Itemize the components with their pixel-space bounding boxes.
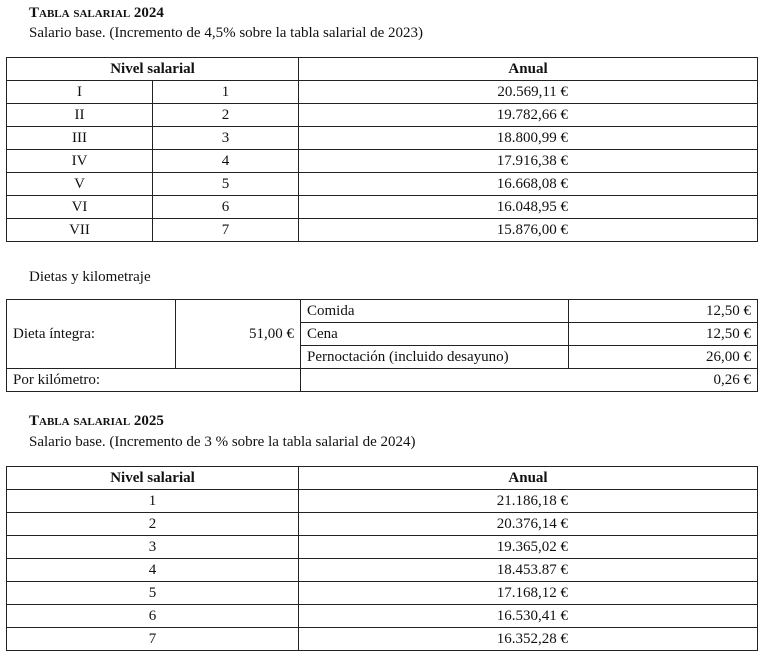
table-row — [7, 173, 758, 196]
level-number: 5 — [153, 173, 299, 196]
level-number: 3 — [153, 127, 299, 150]
table-header-row — [7, 58, 758, 81]
table-row — [7, 150, 758, 173]
section-title-2025 — [29, 412, 164, 430]
annual-amount: 20.569,11 € — [299, 81, 758, 104]
level-roman: II — [7, 104, 153, 127]
section-subtitle-2025: Salario base. (Incremento de 3 % sobre la tabla salarial de 2024) — [29, 434, 416, 450]
level-roman: I — [7, 81, 153, 104]
table-row — [7, 513, 758, 536]
table-header-row — [7, 467, 758, 490]
section-subtitle-2024: Salario base. (Incremento de 4,5% sobre la tabla salarial de 2023) — [29, 25, 424, 41]
level-roman: VI — [7, 196, 153, 219]
annual-amount: 15.876,00 € — [299, 219, 758, 242]
level-roman: V — [7, 173, 153, 196]
level-number: 7 — [7, 628, 299, 651]
annual-amount: 16.048,95 € — [299, 196, 758, 219]
table-row — [7, 559, 758, 582]
table-row — [7, 490, 758, 513]
level-number: 5 — [7, 582, 299, 605]
dieta-integra-label: Dieta íntegra: — [7, 300, 176, 369]
annual-amount: 21.186,18 € — [299, 490, 758, 513]
level-roman: VII — [7, 219, 153, 242]
salary-table-2025 — [6, 466, 758, 651]
salary-table-2024 — [6, 57, 758, 242]
dieta-item-value: 12,50 € — [569, 300, 758, 323]
level-number: 4 — [153, 150, 299, 173]
level-number: 2 — [153, 104, 299, 127]
table-row — [7, 369, 758, 392]
level-number: 1 — [153, 81, 299, 104]
table-row — [7, 127, 758, 150]
annual-amount: 18.453.87 € — [299, 559, 758, 582]
level-roman: IV — [7, 150, 153, 173]
dieta-item-value: 12,50 € — [569, 323, 758, 346]
level-number: 2 — [7, 513, 299, 536]
dietas-title: Dietas y kilometraje — [29, 269, 151, 285]
level-number: 7 — [153, 219, 299, 242]
annual-amount: 17.916,38 € — [299, 150, 758, 173]
level-number: 6 — [153, 196, 299, 219]
table-row — [7, 81, 758, 104]
annual-amount: 19.782,66 € — [299, 104, 758, 127]
level-number: 4 — [7, 559, 299, 582]
table-row — [7, 582, 758, 605]
header-annual: Anual — [299, 467, 758, 490]
level-number: 3 — [7, 536, 299, 559]
header-level: Nivel salarial — [7, 467, 299, 490]
section-title-2024 — [29, 4, 164, 22]
header-level: Nivel salarial — [7, 58, 299, 81]
title-rest: abla salarial 2025 — [39, 413, 164, 429]
dieta-item-label: Pernoctación (incluido desayuno) — [301, 346, 569, 369]
km-value: 0,26 € — [301, 369, 758, 392]
annual-amount: 19.365,02 € — [299, 536, 758, 559]
annual-amount: 16.530,41 € — [299, 605, 758, 628]
annual-amount: 20.376,14 € — [299, 513, 758, 536]
dieta-item-label: Cena — [301, 323, 569, 346]
title-initial: T — [29, 5, 40, 21]
annual-amount: 16.668,08 € — [299, 173, 758, 196]
dieta-integra-value: 51,00 € — [176, 300, 301, 369]
annual-amount: 18.800,99 € — [299, 127, 758, 150]
annual-amount: 17.168,12 € — [299, 582, 758, 605]
table-row — [7, 219, 758, 242]
dieta-item-value: 26,00 € — [569, 346, 758, 369]
level-number: 6 — [7, 605, 299, 628]
level-number: 1 — [7, 490, 299, 513]
table-row — [7, 104, 758, 127]
dietas-table — [6, 299, 758, 392]
table-row — [7, 300, 758, 323]
annual-amount: 16.352,28 € — [299, 628, 758, 651]
title-rest: abla salarial 2024 — [39, 5, 164, 21]
header-annual: Anual — [299, 58, 758, 81]
table-row — [7, 628, 758, 651]
table-row — [7, 536, 758, 559]
table-row — [7, 196, 758, 219]
dieta-item-label: Comida — [301, 300, 569, 323]
level-roman: III — [7, 127, 153, 150]
km-label: Por kilómetro: — [7, 369, 301, 392]
title-initial: T — [29, 413, 40, 429]
table-row — [7, 605, 758, 628]
